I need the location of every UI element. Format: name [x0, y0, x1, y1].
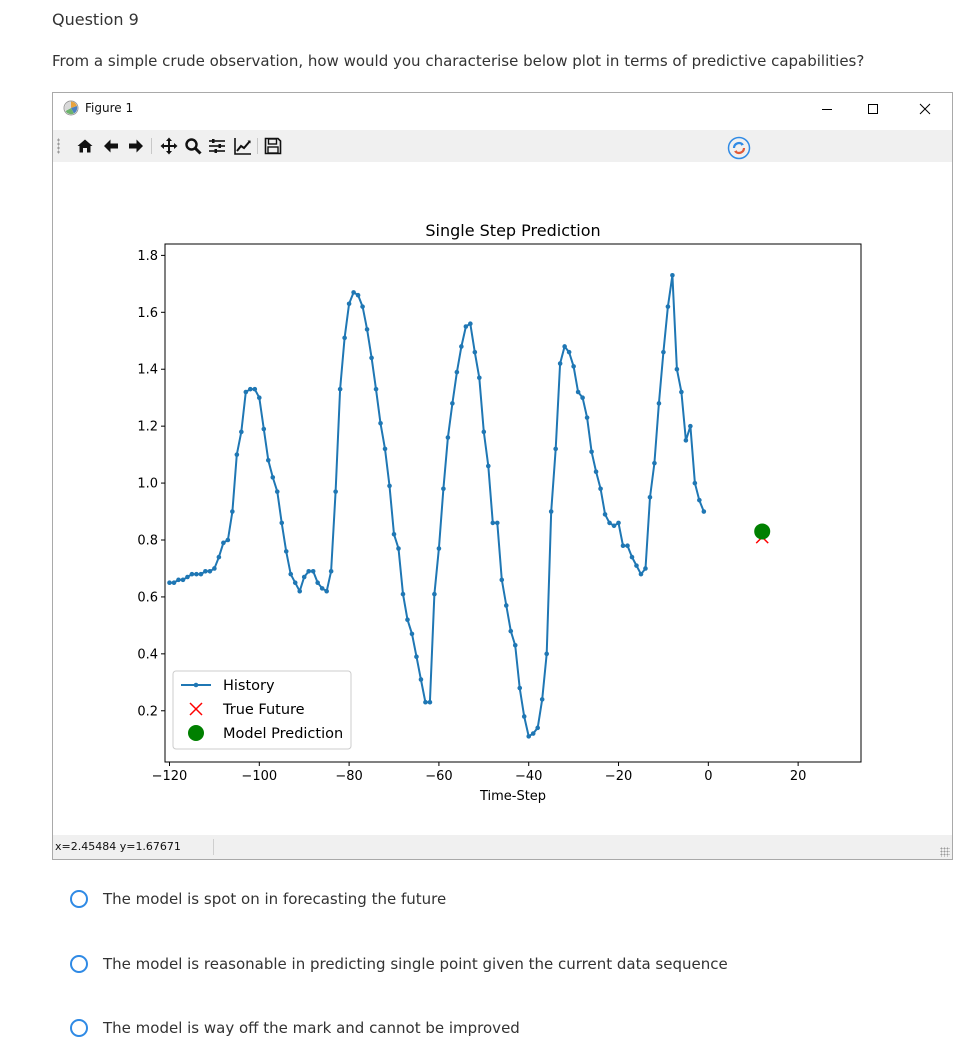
history-point [374, 387, 379, 392]
history-point [248, 387, 253, 392]
history-point [607, 521, 612, 526]
history-point [360, 304, 365, 309]
history-point [693, 481, 698, 486]
zoom-button[interactable] [181, 134, 205, 158]
x-tick-label: −80 [335, 769, 363, 784]
y-tick-label: 1.6 [137, 305, 158, 321]
x-tick-label: −60 [425, 769, 453, 784]
history-point [639, 572, 644, 577]
forward-arrow-icon [127, 137, 145, 155]
history-point [315, 580, 320, 585]
history-point [176, 578, 181, 583]
answer-option-1[interactable] [70, 890, 446, 908]
history-point [702, 509, 707, 514]
home-icon [76, 137, 94, 155]
history-point [194, 572, 199, 577]
model-prediction-marker [754, 523, 770, 539]
history-point [432, 592, 437, 597]
history-point [181, 578, 186, 583]
history-point [630, 555, 635, 560]
history-point [329, 569, 334, 574]
plot-canvas[interactable] [53, 163, 952, 835]
history-point [508, 629, 513, 634]
window-title: Figure 1 [85, 101, 134, 115]
edit-curves-button[interactable] [231, 134, 255, 158]
history-point [661, 350, 666, 355]
history-point [571, 364, 576, 369]
history-point [221, 541, 226, 546]
history-point [473, 350, 478, 355]
history-point [697, 498, 702, 503]
status-separator [213, 839, 214, 855]
x-tick-label: −100 [241, 769, 278, 784]
history-point [499, 578, 504, 583]
close-button[interactable] [902, 93, 948, 125]
history-point [320, 586, 325, 591]
answer-option-label: The model is way off the mark and cannot be improved [103, 1019, 520, 1037]
history-point [369, 356, 374, 361]
history-point [419, 677, 424, 682]
history-point [688, 424, 693, 429]
radio-button[interactable] [70, 955, 88, 973]
history-point [468, 321, 473, 326]
history-point [423, 700, 428, 705]
history-point [351, 290, 356, 295]
history-point [293, 580, 298, 585]
history-point [279, 521, 284, 526]
history-point [311, 569, 316, 574]
history-point [531, 731, 536, 736]
title-bar [53, 93, 952, 125]
history-point [634, 563, 639, 568]
history-point [212, 566, 217, 571]
history-point [562, 344, 567, 349]
history-point [230, 509, 235, 514]
single-step-prediction-chart [53, 163, 950, 835]
history-point [199, 572, 204, 577]
history-point [670, 273, 675, 278]
history-point [603, 512, 608, 517]
answer-option-label: The model is reasonable in predicting single point given the current data sequence [103, 955, 728, 973]
history-point [657, 401, 662, 406]
toolbar [53, 130, 952, 162]
answer-option-3[interactable] [70, 1019, 520, 1037]
history-point [333, 489, 338, 494]
history-point [244, 390, 249, 395]
history-point [464, 324, 469, 329]
history-point [190, 572, 195, 577]
legend-label: History [223, 678, 275, 694]
history-point [226, 538, 231, 543]
history-point [526, 734, 531, 739]
history-point [410, 632, 415, 637]
history-point [261, 427, 266, 432]
history-point [342, 336, 347, 341]
legend-label: Model Prediction [223, 726, 344, 742]
answer-option-2[interactable] [70, 955, 728, 973]
history-point [428, 700, 433, 705]
toolbar-grip [57, 138, 60, 154]
history-point [549, 509, 554, 514]
history-point [621, 543, 626, 548]
history-point [288, 572, 293, 577]
x-tick-label: −20 [604, 769, 633, 784]
history-point [185, 575, 190, 580]
history-point [306, 569, 311, 574]
matplotlib-app-icon [63, 100, 79, 116]
history-point [208, 569, 213, 574]
history-point [441, 486, 446, 491]
history-point [666, 304, 671, 309]
history-point [459, 344, 464, 349]
maximize-icon [867, 103, 879, 115]
figure-window [52, 92, 953, 860]
history-point [495, 521, 500, 526]
history-point [235, 452, 240, 457]
y-tick-label: 1.8 [137, 248, 158, 264]
subplots-icon [208, 137, 226, 155]
history-point [455, 370, 460, 375]
status-bar [53, 835, 952, 859]
history-point [652, 461, 657, 466]
history-point [270, 475, 275, 480]
y-tick-label: 0.8 [137, 533, 158, 549]
back-arrow-icon [102, 137, 120, 155]
history-point [266, 458, 271, 463]
history-point [446, 435, 451, 440]
history-point [347, 301, 352, 306]
forward-button[interactable] [124, 134, 148, 158]
x-axis-label: Time-Step [479, 789, 547, 804]
history-point [401, 592, 406, 597]
question-number: Question 9 [52, 10, 139, 29]
history-point [486, 464, 491, 469]
history-point [580, 395, 585, 400]
history-point [392, 532, 397, 537]
close-icon [919, 103, 931, 115]
history-point [522, 714, 527, 719]
toolbar-separator [151, 138, 152, 154]
history-point [297, 589, 302, 594]
legend-label: True Future [223, 702, 305, 718]
history-point [504, 603, 509, 608]
history-point [643, 566, 648, 571]
history-point [378, 421, 383, 426]
save-icon [264, 137, 282, 155]
history-point [396, 546, 401, 551]
refresh-icon [727, 136, 751, 160]
history-point [679, 390, 684, 395]
history-point [598, 486, 603, 491]
history-point [594, 469, 599, 474]
pan-icon [160, 137, 178, 155]
history-point [253, 387, 258, 392]
history-point [625, 543, 630, 548]
history-point [482, 430, 487, 435]
history-point [203, 569, 208, 574]
zoom-icon [184, 137, 202, 155]
history-point [338, 387, 343, 392]
history-point [324, 589, 329, 594]
history-point [387, 484, 392, 489]
history-point [490, 521, 495, 526]
history-point [172, 580, 177, 585]
edit-curves-icon [234, 137, 252, 155]
history-point [477, 375, 482, 380]
answer-option-label: The model is spot on in forecasting the future [103, 890, 447, 908]
subplots-button[interactable] [205, 134, 229, 158]
radio-button[interactable] [70, 1019, 88, 1037]
x-tick-label: −40 [514, 769, 543, 784]
cursor-coordinates: x=2.45484 y=1.67671 [55, 840, 181, 853]
y-tick-label: 1.4 [137, 362, 158, 378]
history-point [616, 521, 621, 526]
history-point [513, 643, 518, 648]
history-point [576, 390, 581, 395]
save-button[interactable] [261, 134, 285, 158]
x-tick-label: 20 [789, 769, 807, 784]
legend-prediction-swatch [188, 725, 204, 741]
y-tick-label: 0.4 [137, 647, 158, 663]
history-point [540, 697, 545, 702]
history-point [553, 447, 558, 452]
radio-button[interactable] [70, 890, 88, 908]
history-point [585, 415, 590, 420]
legend-history-swatch-dot [194, 683, 199, 688]
y-tick-label: 1.0 [137, 476, 158, 492]
history-point [675, 367, 680, 372]
history-point [589, 449, 594, 454]
history-point [437, 546, 442, 551]
history-point [517, 686, 522, 691]
minimize-icon [821, 103, 833, 115]
home-button[interactable] [73, 134, 97, 158]
history-point [302, 575, 307, 580]
history-point [544, 652, 549, 657]
y-tick-label: 1.2 [137, 419, 158, 435]
toolbar-separator [257, 138, 258, 154]
history-point [383, 447, 388, 452]
y-tick-label: 0.6 [137, 590, 158, 606]
minimize-button[interactable] [804, 93, 850, 125]
history-point [257, 395, 262, 400]
history-point [239, 430, 244, 435]
history-point [612, 523, 617, 528]
history-point [217, 555, 222, 560]
maximize-button[interactable] [850, 93, 896, 125]
x-tick-label: −120 [151, 769, 188, 784]
chart-title: Single Step Prediction [425, 221, 601, 240]
history-point [558, 361, 563, 366]
history-point [356, 293, 361, 298]
history-point [567, 350, 572, 355]
back-button[interactable] [99, 134, 123, 158]
history-point [365, 327, 370, 332]
history-point [648, 495, 653, 500]
history-point [414, 654, 419, 659]
history-point [284, 549, 289, 554]
history-point [684, 438, 689, 443]
pan-button[interactable] [157, 134, 181, 158]
history-point [405, 617, 410, 622]
question-text: From a simple crude observation, how would you characterise below plot in terms of predictive capabilities? [52, 52, 865, 70]
x-tick-label: 0 [704, 769, 713, 784]
resize-grip-icon[interactable] [940, 847, 950, 857]
y-tick-label: 0.2 [137, 704, 158, 720]
history-point [275, 489, 280, 494]
history-point [167, 580, 172, 585]
history-point [450, 401, 455, 406]
history-point [535, 726, 540, 731]
